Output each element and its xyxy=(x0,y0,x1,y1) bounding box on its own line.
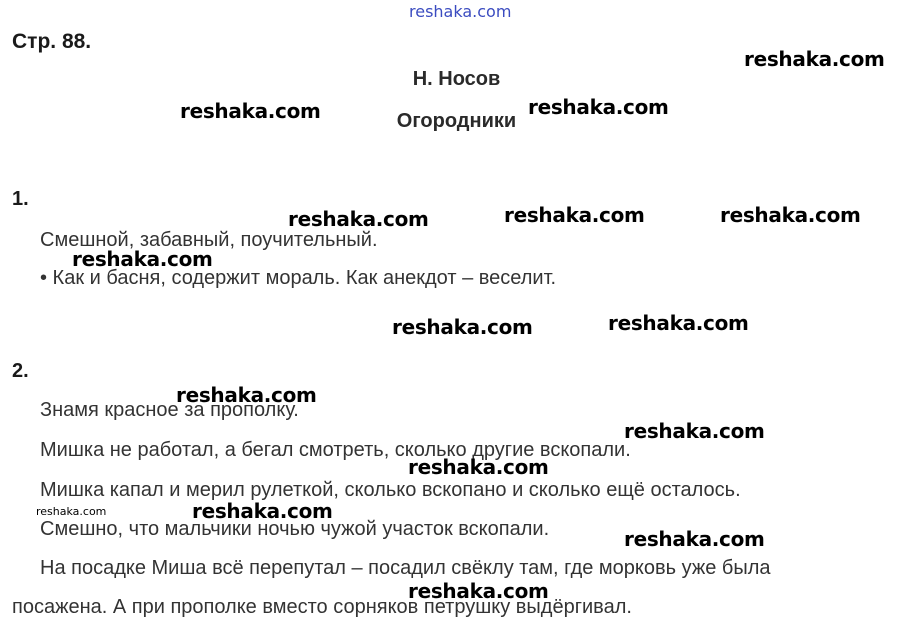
watermark: reshaka.com xyxy=(624,527,765,551)
section-number-2: 2. xyxy=(12,360,29,382)
answer-line: • Как и басня, содержит мораль. Как анекдот – веселит. xyxy=(40,267,557,289)
watermark: reshaka.com xyxy=(608,311,749,335)
answer-line: Смешно, что мальчики ночью чужой участок вскопали. xyxy=(40,518,550,540)
watermark: reshaka.com xyxy=(192,499,333,523)
watermark: reshaka.com xyxy=(180,99,321,123)
watermark: reshaka.com xyxy=(744,47,885,71)
answer-line: Мишка капал и мерил рулеткой, сколько вскопано и сколько ещё осталось. xyxy=(40,479,741,501)
watermark: reshaka.com xyxy=(504,203,645,227)
watermark: reshaka.com xyxy=(288,207,429,231)
page-label: Стр. 88. xyxy=(12,30,92,53)
watermark: reshaka.com xyxy=(408,455,549,479)
section-number-1: 1. xyxy=(12,188,29,210)
story-title: Огородники xyxy=(396,110,517,132)
watermark: reshaka.com xyxy=(720,203,861,227)
watermark: reshaka.com xyxy=(528,95,669,119)
answer-line: Мишка не работал, а бегал смотреть, сколько другие вскопали. xyxy=(40,439,631,461)
answer-line: Смешной, забавный, поучительный. xyxy=(40,229,378,251)
watermark: reshaka.com xyxy=(392,315,533,339)
watermark: reshaka.com xyxy=(408,579,549,603)
author-heading: Н. Носов xyxy=(412,68,501,90)
watermark: reshaka.com xyxy=(624,419,765,443)
watermark-top: reshaka.com xyxy=(409,2,512,21)
answer-line: Знамя красное за прополку. xyxy=(40,399,299,421)
answer-line: посажена. А при прополке вместо сорняков петрушку выдёргивал. xyxy=(12,596,632,618)
watermark: reshaka.com xyxy=(72,247,213,271)
answer-line: На посадке Миша всё перепутал – посадил свёклу там, где морковь уже была xyxy=(40,557,771,579)
watermark: reshaka.com xyxy=(176,383,317,407)
watermark-small: reshaka.com xyxy=(36,505,107,518)
